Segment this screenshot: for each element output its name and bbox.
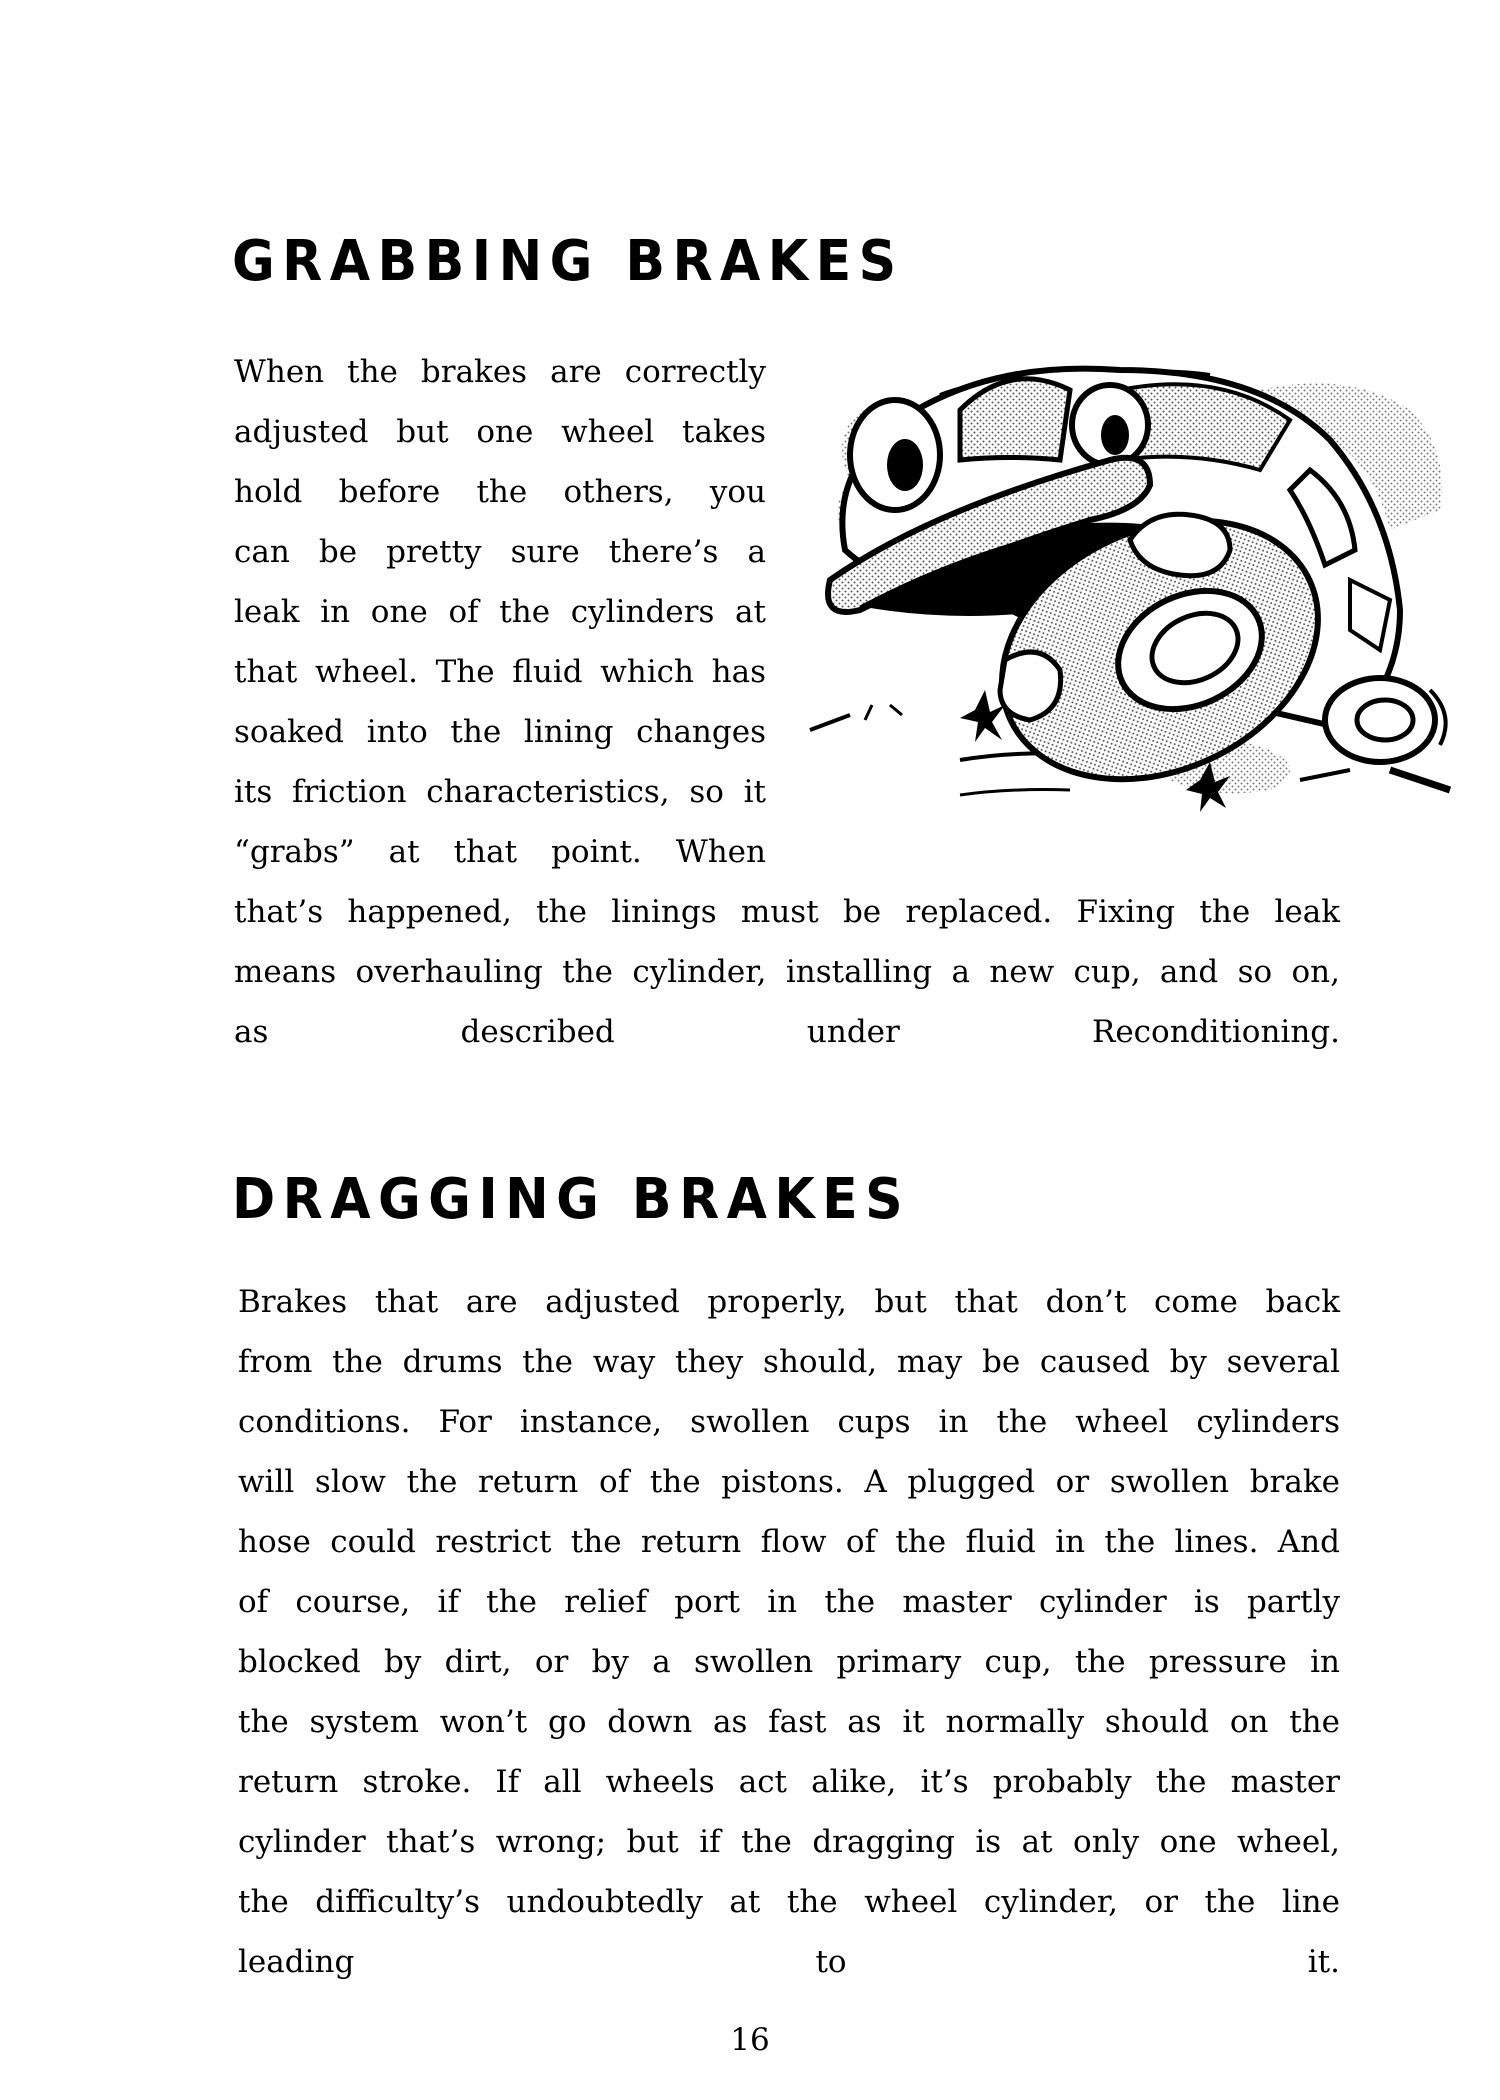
text-line: means overhauling the cylinder, installing a new cup, and so on, — [234, 954, 1340, 990]
text-line: the difficulty’s undoubtedly at the wheel cylinder, or the line — [238, 1884, 1340, 1920]
text-line: adjusted but one wheel takes — [234, 414, 766, 450]
text-line: blocked by dirt, or by a swollen primary cup, the pressure in — [238, 1644, 1340, 1680]
text-line: the system won’t go down as fast as it normally should on the — [238, 1704, 1340, 1740]
text-line: leak in one of the cylinders at — [234, 594, 766, 630]
text-line: When the brakes are correctly — [234, 354, 766, 390]
text-line: soaked into the lining changes — [234, 714, 766, 750]
text-line: can be pretty sure there’s a — [234, 534, 766, 570]
grabbing-brakes-paragraph-wide — [234, 882, 1340, 1062]
text-line: its friction characteristics, so it — [234, 774, 766, 810]
text-line: conditions. For instance, swollen cups in the wheel cylinders — [238, 1404, 1340, 1440]
text-line: leading to it. — [238, 1944, 1340, 1980]
grabbing-brakes-heading: GRABBING BRAKES — [232, 229, 904, 294]
text-line: hold before the others, you — [234, 474, 766, 510]
text-line: hose could restrict the return flow of the fluid in the lines. And — [238, 1524, 1340, 1560]
text-line: will slow the return of the pistons. A plugged or swollen brake — [238, 1464, 1340, 1500]
text-line: from the drums the way they should, may be caused by several — [238, 1344, 1340, 1380]
text-line: that wheel. The fluid which has — [234, 654, 766, 690]
cartoon-car-icon — [790, 350, 1480, 850]
text-line: as described under Reconditioning. — [234, 1014, 1340, 1050]
page-number: 16 — [730, 2022, 770, 2058]
dragging-brakes-paragraph — [238, 1272, 1340, 1992]
dragging-brakes-heading: DRAGGING BRAKES — [232, 1167, 911, 1232]
text-line: of course, if the relief port in the master cylinder is partly — [238, 1584, 1340, 1620]
text-line: Brakes that are adjusted properly, but that don’t come back — [238, 1284, 1340, 1320]
text-line: return stroke. If all wheels act alike, it’s probably the master — [238, 1764, 1340, 1800]
text-line: “grabs” at that point. When — [234, 834, 766, 870]
grabbing-brakes-paragraph-narrow — [234, 342, 766, 882]
text-line: cylinder that’s wrong; but if the dragging is at only one wheel, — [238, 1824, 1340, 1860]
text-line: that’s happened, the linings must be replaced. Fixing the leak — [234, 894, 1340, 930]
